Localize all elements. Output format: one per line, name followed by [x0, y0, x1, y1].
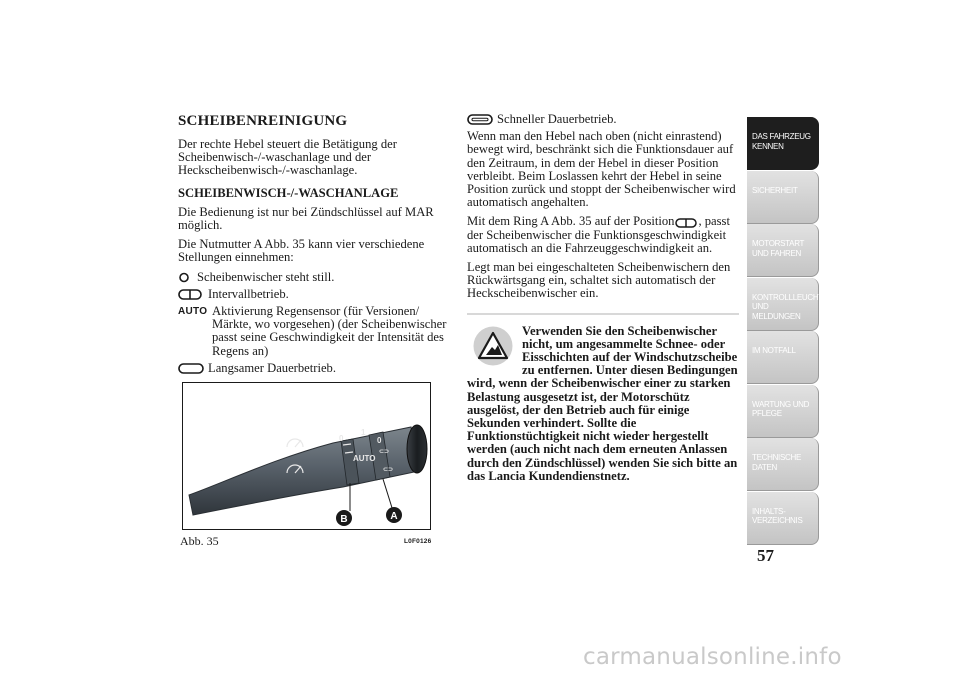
ring-text-start: Mit dem Ring A Abb. 35 auf der Position [467, 214, 675, 229]
warning-block [467, 325, 739, 483]
left-column [178, 113, 450, 379]
wiper-interval-icon [178, 289, 202, 300]
warning-text: Verwenden Sie den Scheibenwischer nicht, um angesammelte Schnee- oder Eisschichten auf der Windschutzscheibe zu entfernen. Unter diesen Bedingungen wird, wenn der Scheibenwischer einer zu starken Belastung ausgesetzt ist, der Motorschütz ausgelöst, der den Betrieb auch für einige Sekunden verhindert. Sollte die Funktionstüchtigkeit nicht wieder hergestellt werden (auch nicht nach dem erneuten Anlassen durch den Zündschlüssel) wenden Sie sich bitte an das Lancia Kundendienstnetz. [467, 323, 738, 483]
callout-b-label: B [340, 514, 348, 525]
option-interval [178, 288, 450, 301]
wiper-interval-inline-icon [675, 218, 697, 228]
wiper-lever-illustration [183, 383, 431, 530]
ring-paragraph [467, 215, 739, 255]
tab-inhaltsverzeichnis[interactable]: INHALTS- VERZEICHNIS [747, 492, 819, 545]
tab-technische-daten[interactable]: TECHNISCHE DATEN [747, 438, 819, 491]
figure-auto-text: AUTO [353, 454, 376, 463]
ring-text-end: , passt der Scheibenwischer die Funktionsgeschwindigkeit automatisch an die Fahrzeuggeschwindigkeit an. [467, 214, 730, 255]
wiper-fast-icon [467, 114, 493, 125]
wiper-slow-icon [178, 363, 204, 374]
figure-code: L0F0126 [404, 538, 432, 545]
subsection-title: SCHEIBENWISCH-/-WASCHANLAGE [178, 185, 399, 200]
figure-wiper-lever [182, 382, 431, 530]
tab-im-notfall[interactable]: IM NOTFALL [747, 331, 819, 384]
option-slow-label: Langsamer Dauerbetrieb. [208, 360, 336, 375]
option-off-label: Scheibenwischer steht still. [197, 269, 335, 284]
auto-marker: AUTO [178, 306, 208, 318]
tab-sicherheit[interactable]: SICHERHEIT [747, 171, 819, 224]
callout-a-label: A [390, 511, 398, 522]
tab-das-fahrzeug-kennen[interactable]: DAS FAHRZEUG KENNEN [747, 117, 819, 170]
page-number: 57 [757, 546, 774, 565]
tab-wartung-und-pflege[interactable]: WARTUNG UND PFLEGE [747, 385, 819, 438]
tab-kontrollleuchten[interactable]: KONTROLLLEUCHTEN UND MELDUNGEN [747, 278, 819, 331]
middle-column [467, 113, 739, 483]
option-slow [178, 362, 450, 375]
option-fast [467, 113, 739, 126]
key-paragraph: Die Bedienung ist nur bei Zündschlüssel auf MAR möglich. [178, 204, 434, 233]
option-interval-label: Intervallbetrieb. [208, 286, 289, 301]
warning-triangle-icon [473, 326, 513, 366]
svg-text:⊂⊃: ⊂⊃ [379, 449, 390, 455]
reverse-paragraph: Legt man bei eingeschalteten Scheibenwischern den Rückwärtsgang ein, schaltet sich automatisch der Heckscheibenwischer ein. [467, 260, 731, 301]
section-title: SCHEIBENREINIGUNG [178, 113, 348, 129]
momentary-paragraph: Wenn man den Hebel nach oben (nicht einrastend) bewegt wird, beschränkt sich die Funktionsdauer auf den Zeitraum, in dem der Hebel in dieser Position verbleibt. Beim Loslassen kehrt der Hebel in seine Position zurück und stoppt der Scheibenwischer wird automatisch angehalten. [467, 129, 736, 210]
figure-caption: Abb. 35 [180, 534, 219, 548]
svg-text:⊂⊃: ⊂⊃ [383, 467, 394, 473]
section-divider [467, 313, 739, 315]
option-auto-label: Aktivierung Regensensor (für Versionen/ Märkte, wo vorgesehen) (der Scheibenwischer passt seine Geschwindigkeit der Intensität des Regens an) [212, 304, 447, 358]
chapter-tabs [747, 117, 834, 545]
option-off [178, 271, 450, 284]
option-fast-label: Schneller Dauerbetrieb. [497, 112, 617, 126]
option-auto [178, 305, 450, 358]
positions-paragraph: Die Nutmutter A Abb. 35 kann vier verschiedene Stellungen einnehmen: [178, 237, 425, 265]
intro-paragraph: Der rechte Hebel steuert die Betätigung der Scheibenwisch-/-waschanlage und der Heckscheibenwisch-/-waschanlage. [178, 137, 397, 178]
svg-text:1: 1 [361, 428, 366, 437]
svg-text:0: 0 [339, 434, 344, 443]
tab-motorstart-und-fahren[interactable]: MOTORSTART UND FAHREN [747, 224, 819, 277]
svg-text:0: 0 [377, 436, 382, 445]
watermark: carmanualsonline.info [583, 644, 842, 670]
wiper-off-icon [178, 272, 190, 283]
